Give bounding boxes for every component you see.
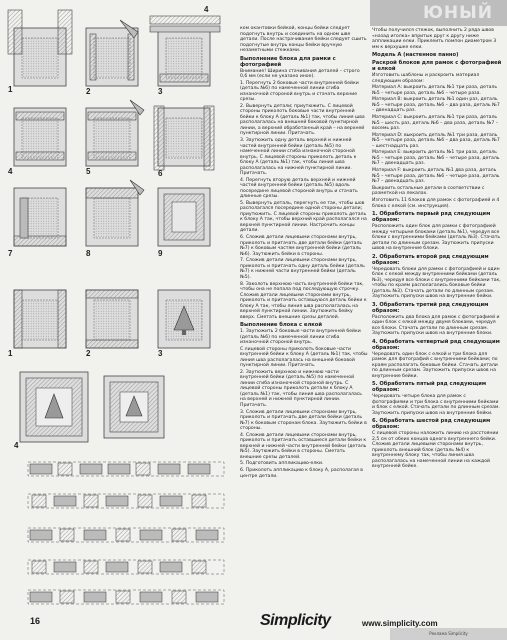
paragraph: 3. Сложив детали лицевыми сторонами внутрь, приколоть и притачать две детали бейки (деталь №7) к боковым сторонам блока. Заутюжить бейки в стороны.	[240, 409, 367, 432]
step-label: 5	[86, 167, 91, 176]
paragraph: Выкроить остальные детали в соответствии с разметкой на лекалах.	[372, 185, 485, 197]
step-label: 6	[158, 169, 163, 178]
step-8-figure	[86, 180, 144, 258]
step-label: 1	[8, 85, 13, 94]
paragraph: 1. Перегнуть 2 боковые части внутренней бейки (деталь №6) по намеченной линии сгиба изнаночной стороной внутрь и стачать верхние срезы.	[240, 80, 359, 103]
tree-step-2-figure	[86, 290, 138, 358]
section-heading: Модель А (настенное панно)	[372, 52, 459, 58]
paragraph: 2. Вывернуть детали; приутюжить. С лицевой стороны приколоть боковые части внутренней бейки к блоку А (деталь №1) так, чтобы линия шва располагалась на внешней боковой пунктирной линии, а верхний обработанный край – на верхней пунктирной линии. Притачать.	[240, 103, 365, 137]
step-label: 3	[158, 349, 163, 358]
paragraph: 5. Вывернуть деталь, перегнуть ее так, чтобы шов располагался посередине одной стороны детали; приутюжить. С лицевой стороны приколоть деталь к блоку А так, чтобы верхний край располагался на верхней пунктирной линии. Настрочить концы детали.	[240, 200, 367, 234]
step-heading: 5. Обработать пятый ряд следующим образом:	[372, 381, 487, 393]
step-label: 4	[8, 167, 13, 176]
section-heading: Выполнение блока с елкой	[240, 322, 322, 328]
paragraph: 8. Заколоть верхнюю часть внутренней бейки так, чтобы она не попала под последующую строчку. Сложив детали лицевыми сторонами внутрь, приколоть и притачать оставшуюся деталь бейки к блоку А так, чтобы линия шва располагалась на верхней пунктирной линии. Заутюжить бейку вверх. Сметать внешние срезы деталей.	[240, 281, 367, 320]
footer-strip: Реклама Simplicity	[390, 628, 507, 640]
step-label: 4	[14, 441, 19, 450]
step-4-figure	[8, 108, 66, 176]
step-label: 7	[8, 249, 13, 258]
page-number: 16	[30, 616, 41, 626]
material-line: Материал В: выкроить деталь №1 один раз, деталь №5 – четыре раза, деталь №6 – два раза, деталь №7 – двенадцать раз.	[372, 97, 500, 114]
section-heading: Выполнение блока для рамки с фотографией	[240, 55, 336, 68]
step-3-figure	[158, 28, 210, 96]
paragraph: Изготовить 11 блоков для рамок с фотографией и 4 блока с елкой (см. инструкция).	[372, 198, 500, 209]
row-assembly-diagrams	[28, 462, 224, 604]
step-label: 1	[8, 349, 13, 358]
step-label: 2	[86, 87, 91, 96]
header-banner	[370, 0, 507, 26]
step-2-figure	[86, 20, 138, 96]
step-label: 2	[86, 349, 91, 358]
tree-step-1-figure	[8, 290, 66, 358]
step-9-figure	[158, 188, 210, 258]
tree-step-3-figure	[158, 290, 210, 358]
tree-step-4-figure	[14, 372, 164, 450]
banner-text: ЮНЫЙ	[422, 3, 493, 23]
paragraph: Чередовать блоки для рамки с фотографией и один блок с елкой между внутренними бейками (деталь №3), чередуя все блоки с внутренними бейками так, чтобы по краям располагались боковые бейки (деталь №3). Стачать детали по длинным срезам. Заутюжить припуски швов на внутренние бейки.	[372, 266, 501, 299]
paragraph: 3. Заутюжить одну деталь верхней и нижней частей внутренней бейки (деталь №5) по намеченной линии сгиба изнаночной стороной внутрь. С лицевой стороны приколоть деталь к блоку А (деталь №1) так, чтобы линия шва располагалась на нижней пунктирной линии. Притачать.	[240, 138, 357, 177]
paragraph: Расположить один блок для рамки с фотографией между четырьмя блоками (деталь №1), чередуя все блоки с внутренними бейками (деталь №3). Стачать детали по длинным срезам. Заутюжить припуски швов на внутренние блоки.	[372, 224, 501, 251]
paragraph: 4. Сложив детали лицевыми сторонами внутрь, приколоть и притачать оставшиеся детали бейки к верхней и нижней части внутренней бейки (деталь №5). Заутюжить бейки в стороны. Сметать внешние срезы деталей.	[240, 432, 367, 460]
step-heading: 1. Обработать первый ряд следующим образом:	[372, 211, 491, 223]
paragraph: 6. Сложив детали лицевыми сторонами внутрь, приколоть и притачать две детали бейки (деталь №7) к боковым частям внутренней бейки (деталь №6). Заутюжить бейки в стороны.	[240, 235, 363, 257]
step-4-strip	[150, 5, 220, 32]
material-line: Материал D: выкроить деталь №1 три раза, деталь №5 – четыре раза, деталь №6 – два раза, деталь №7 – шестнадцать раз.	[372, 132, 500, 149]
paragraph: 1. Заутюжить 2 боковые части внутренней бейки (деталь №6) по намеченной линии сгиба изнаночной стороной внутрь.	[240, 329, 361, 345]
paragraph: Расположить два блока для рамок с фотографией и один блок с елкой между двумя блоками, чередуя все блоки. Стачать детали по длинным срезам. Заутюжить припуски швов на внутренние блоки.	[372, 314, 500, 336]
material-line: Материал А: выкроить деталь №1 три раза, деталь №5 – четыре раза, деталь №6 – четыре раза.	[372, 85, 498, 96]
text-column-2	[372, 28, 502, 471]
simplicity-logo: Simplicity	[260, 612, 331, 629]
step-heading: 4. Обработать четвертый ряд следующим образом:	[372, 338, 500, 351]
step-heading: 3. Обработать третий ряд следующим образом:	[372, 301, 489, 314]
paragraph: С лицевой стороны приколоть боковые части внутренней бейки к блоку А (деталь №1) так, чтобы линия шва располагалась на внешней боковой пунктирной линии. Притачать.	[240, 346, 368, 369]
material-line: Материал F: выкроить деталь №1 два раза, деталь №5 – четыре раза, деталь №6 – четыре раза, деталь №7 – двенадцать раз.	[372, 168, 500, 185]
step-label: 3	[158, 87, 163, 96]
paragraph: Внимание! Ширина стачивания деталей – строго 0,6 мм (если не указано иное).	[240, 68, 360, 79]
instruction-illustrations	[0, 0, 232, 610]
paragraph: 4. Перегнуть вторую деталь верхней и нижней частей внутренней бейки (деталь №5) вдоль посередине лицевой стороной внутрь и стачать длинные срезы.	[240, 177, 358, 200]
step-label: 9	[158, 249, 163, 258]
paragraph: Изготовить шаблоны и раскроить материал следующим образом:	[372, 73, 480, 84]
strip-label: 4	[204, 5, 209, 14]
step-heading: 2. Обработать второй ряд следующим образом:	[372, 253, 489, 266]
paragraph: 7. Сложив детали лицевыми сторонами внутрь, приколоть и притачать одну деталь бейки (деталь №7) к нижней части внутренней бейки (деталь №5).	[240, 258, 365, 280]
paragraph: ком окантовки бейкой, концы бейки следует подогнуть внутрь и соединить на одном шве детали. После настрачивания бейки следует сшить подогнутые внутрь концы бейки вручную незаметными стежками.	[240, 26, 367, 53]
step-7-figure	[8, 188, 66, 258]
paragraph: Чередовать четыре блока для рамок с фотографиями и три блока с внутренними бейками и блок с елкой. Стачать детали по длинным срезам. Заутюжить припуски швов на внутренние бейки.	[372, 394, 500, 416]
material-line: Материал Е: выкроить деталь №1 три раза, деталь №5 – четыре раза, деталь №6 – четыре раза, деталь №7 – двенадцать раз.	[372, 150, 500, 167]
step-heading: 6. Обработать шестой ряд следующим образом:	[372, 418, 491, 430]
paragraph: Чередовать один блок с елкой и три блока для рамок для фотографий с внутренними бейками; по краям располагать боковые бейки. Стачать детали по длинным срезам. Заутюжить припуски швов на внутренние бейки.	[372, 351, 498, 379]
paragraph: 6. Приколоть аппликацию к блоку А, располагая в центре детали.	[240, 468, 363, 479]
text-column-1	[240, 26, 368, 480]
paragraph: 2. Заутюжить верхнюю и нижнюю части внутренней бейки (деталь №5) по намеченной линии сгиба изнаночной стороной внутрь. С лицевой стороны приколоть детали к блоку А (деталь №1) так, чтобы линия шва располагалась на верхней и нижней пунктирной линии. Притачать.	[240, 369, 363, 408]
step-6-figure	[154, 106, 214, 178]
paragraph: С лицевой стороны наложить линию на расстоянии 2,5 см от обеих концов одного внутреннего бейки. Сложив детали лицевыми сторонами внутрь, приколоть внешний блок (деталь №4) к внутреннему блоку так, чтобы линия шва располагалась на намеченной линии на каждой внутренней бейке.	[372, 431, 499, 469]
step-5-figure	[86, 100, 144, 176]
material-line: Материал С: выкроить деталь №1 три раза, деталь №5 – шесть раз, деталь №6 – два раза, деталь №7 – восемь раз.	[372, 115, 499, 132]
paragraph: Чтобы получился стежок, выполнить 2 ряда швов «назад иголка» впритык друг к другу ниже аппликации елки. Приклеить помпон диаметром 3 мм к верхушке елки.	[372, 28, 497, 50]
website-url: www.simplicity.com	[362, 619, 438, 628]
section-subheading: Раскрой блоков для рамок с фотографией и елкой	[372, 60, 502, 72]
step-label: 8	[86, 249, 91, 258]
paragraph: 5. Подготовить аппликацию-елки.	[240, 461, 324, 467]
step-1-figure	[8, 10, 72, 94]
